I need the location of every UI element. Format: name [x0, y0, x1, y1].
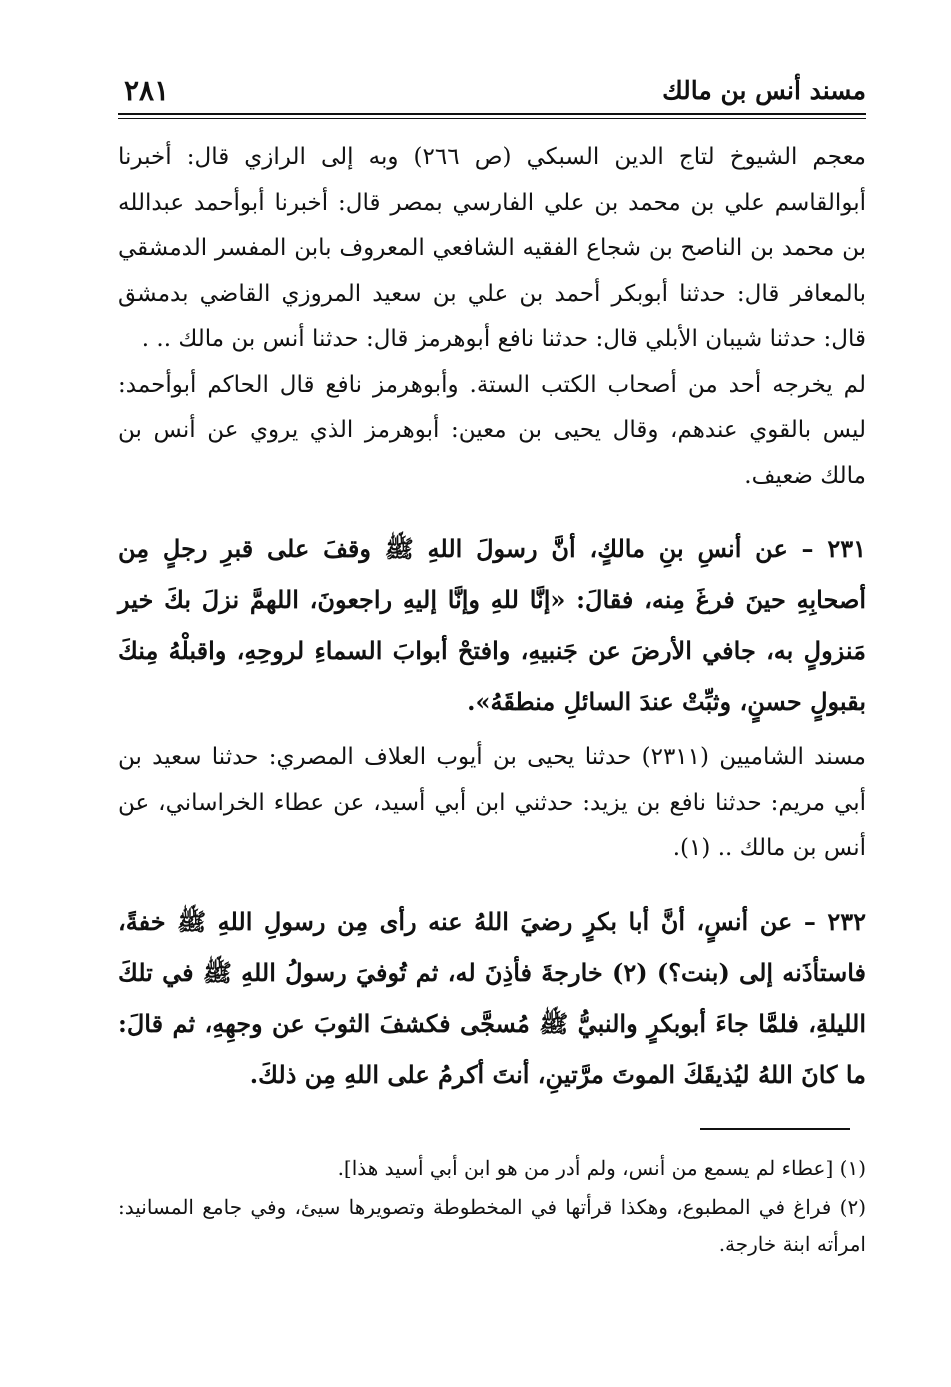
header-rule-thick — [118, 113, 866, 115]
footnote-1: (١) [عطاء لم يسمع من أنس، ولم أدر من هو ابن أبي أسيد هذا]. — [337, 1156, 866, 1180]
footnotes — [118, 1150, 866, 1265]
footnote-2: (٢) فراغ في المطبوع، وهكذا قرأتها في المخطوطة وتصويرها سيئ، وفي جامع المسانيد: امرأته ابنة خارجة. — [118, 1195, 866, 1256]
hadith-232: ٢٣٢ – عن أنسٍ، أنَّ أبا بكرٍ رضيَ اللهُ عنه رأى مِن رسولِ اللهِ ﷺ خفةً، فاستأذَنه إلى (بنت؟) (٢) خارجةَ فأذِنَ له، ثم تُوفيَ رسولُ اللهِ ﷺ في تلكَ الليلةِ، فلمَّا جاءَ أبوبكرٍ والنبيُّ ﷺ مُسجَّى فكشفَ الثوبَ عن وجهِهِ، ثم قالَ: ما كانَ اللهُ ليُذيقَكَ الموتَ مرَّتينِ، أنتَ أكرمُ على اللهِ مِن ذلكَ. — [118, 906, 867, 1089]
running-title: مسند أنس بن مالك — [662, 76, 866, 105]
header-rule-thin — [118, 118, 866, 119]
page-header — [118, 76, 866, 116]
page-number: ٢٨١ — [124, 74, 170, 107]
hadith-231: ٢٣١ – عن أنسِ بنِ مالكٍ، أنَّ رسولَ اللهِ ﷺ وقفَ على قبرِ رجلٍ مِن أصحابِهِ حينَ فرغَ مِنه، فقالَ: «إنَّا للهِ وإنَّا إليهِ راجعونَ، اللهمَّ نزلَ بكَ خير مَنزولٍ به، جافي الأرضَ عن جَنبيهِ، وافتحْ أبوابَ السماءِ لروحِهِ، واقبلْهُ مِنكَ بقبولٍ حسنٍ، وثبِّتْ عندَ السائلِ منطقَهُ». — [118, 534, 866, 716]
commentary-paragraph: لم يخرجه أحد من أصحاب الكتب الستة. وأبوهرمز نافع قال الحاكم أبوأحمد: ليس بالقوي عندهم، وقال يحيى بن معين: أبوهرمز الذي يروي عن أنس بن مالك ضعيف. — [118, 371, 866, 489]
source-paragraph: معجم الشيوخ لتاج الدين السبكي (ص ٢٦٦) وبه إلى الرازي قال: أخبرنا أبوالقاسم علي بن محمد بن علي الفارسي بمصر قال: أخبرنا أبوأحمد عبدالله بن محمد بن الناصح بن شجاع الفقيه الشافعي المعروف بابن المفسر الدمشقي بالمعافر قال: حدثنا أبوبكر أحمد بن علي بن سعيد المروزي القاضي بدمشق قال: حدثنا شيبان الأبلي قال: حدثنا نافع أبوهرمز قال: حدثنا أنس بن مالك .. . — [118, 144, 867, 352]
footnote-separator — [700, 1128, 850, 1130]
main-text — [118, 135, 866, 1108]
source-paragraph-231: مسند الشاميين (٢٣١١) حدثنا يحيى بن أيوب العلاف المصري: حدثنا سعيد بن أبي مريم: حدثنا نافع بن يزيد: حدثني ابن أبي أسيد، عن عطاء الخراساني، عن أنس بن مالك .. (١). — [118, 744, 866, 861]
